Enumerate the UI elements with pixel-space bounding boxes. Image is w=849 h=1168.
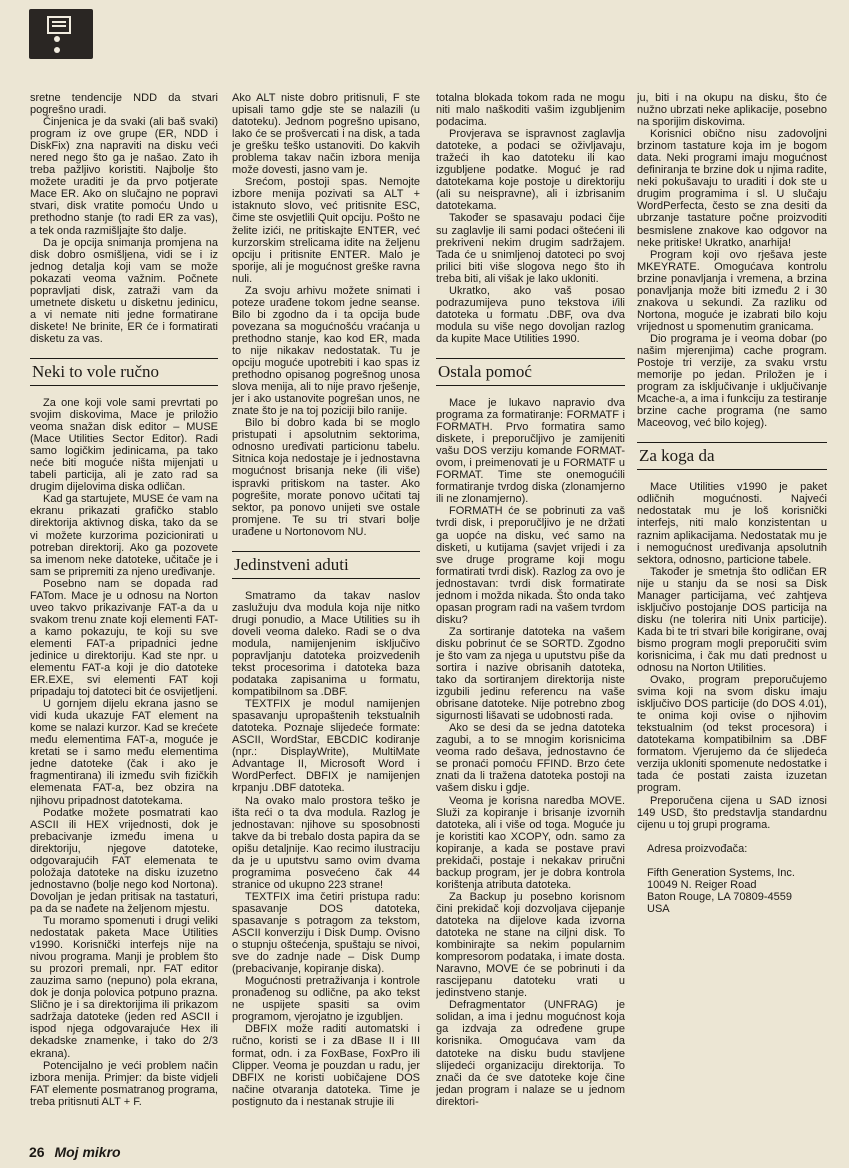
paragraph: Preporučena cijena u SAD iznosi 149 USD, što predstavlja standardnu cijenu u toj grupi programa.: [637, 794, 827, 831]
paragraph: Ovako, program preporučujemo svima koji na svom disku imaju isključivo DOS particije (do DOS 4.01), te onima koji ovise o njihovim tekstualnim (od tekst procesora) i datotekama kompatibilnim sa .DBF formatom. Vjerujemo da će slijedeća verzija ukloniti spomenute nedostatke i tada će postati zaista izuzetan program.: [637, 674, 827, 795]
paragraph: Srećom, postoji spas. Nemojte izbore menija pozivati sa ALT + istaknuto slovo, već pritisnite ESC, čime ste osvjetlili Quit opciju. Pošto ne želite izići, ne pritiskajte ENTER, već kurzorskim strelicama idite na željenu opciju i pritisnite ENTER. Malo je sporije, ali je mogućnost greške ravna nuli.: [232, 176, 420, 285]
paragraph: Ako ALT niste dobro pritisnuli, F ste upisali tamo gdje ste se nalazili (u datoteku). Jednom pogrešno upisano, lako će se prošvercati i na disk, a tada je grešku teško ustanoviti. Do kakvih problema takav način izbora menija može dovesti, jasno vam je.: [232, 92, 420, 177]
paragraph: Za svoju arhivu možete snimati i poteze urađene tokom jedne seanse. Bilo bi zgodno da i ta opcija bude povezana sa mogućnošću vraćanja u prethodno stanje, kao kod ER, mada to nije nikakav nedostatak. Tu je opciju moguće upotrebiti i kao spas iz prethodno opisanog pogrešnog unosa slova menija, ali to nije pravo rješenje, jer i ako ustanovite pogrešan unos, ne znate što je na toj poziciji bilo ranije.: [232, 284, 420, 418]
paragraph: sretne tendencije NDD da stvari pogrešno uradi.: [30, 92, 218, 117]
paragraph: Mace Utilities v1990 je paket odličnih mogućnosti. Najveći nedostatak mu je loš korisnički interfejs, niti malo konzistentan u raznim aplikacijama. Nedostatak mu je i nemogućnost uređivanja apsolutnih sektora, odnosno, particione tabele.: [637, 481, 827, 566]
paragraph: Korisnici obično nisu zadovoljni brzinom tastature koja im je bogom data. Neki programi imaju mogućnost definiranja te brzine dok u njima radite, neki pokušavaju to uraditi i dok ste u drugim programima i sl. U slučaju WordPerfecta, često se zna desiti da ubrzanje tastature počne proizvoditi besmislene znakove kao odgovor na neke pritiske! Ukratko, anarhija!: [637, 128, 827, 249]
paragraph: ju, biti i na okupu na disku, što će nužno ubrzati neke aplikacije, posebno na sporijim diskovima.: [637, 92, 827, 129]
section-heading: Ostala pomoć: [436, 358, 625, 386]
manufacturer-address: [637, 843, 827, 915]
section-heading: Neki to vole ručno: [30, 358, 218, 386]
paragraph: Da je opcija snimanja promjena na disk dobro osmišljena, vidi se i iz jednog detalja koji vam se može pokazati veoma važnim. Počnete popravljati disk, zatraži vam da umetnete disketu u disketnu jedinicu, a vi nemate niti jedne formatirane diskete! Ne brinite, ER će i formatirati disketu za vas.: [30, 236, 218, 345]
paragraph: Posebno nam se dopada rad FATom. Mace je u odnosu na Norton uveo takvo prikazivanje FAT-a da u svakom trenu znate koji elementi FAT-a kamo pokazuju, te koji su sve elementi FAT-a pripadnici jedne jedinice u direktoriju. Kad ste npr. u elementu FAT-a koji je dio datoteke ER.EXE, svi elementi FAT koji pripadaju toj datoteci bit će osvijetljeni.: [30, 577, 218, 699]
magazine-name: Moj mikro: [54, 1144, 121, 1160]
paragraph: Činjenica je da svaki (ali baš svaki) program iz ove grupe (ER, NDD i DiskFix) zna napraviti na disku veći nered nego što ga je našao. Zato ih treba pažljivo koristiti. Najbolje što možete uraditi je da prvo potjerate Mace ER. Ako on slučajno ne popravi stvari, disk vratite pomoću Undo u prethodno stanje (to radi ER za vas), a tek onda razmišljajte što dalje.: [30, 116, 218, 237]
paragraph: Na ovako malo prostora teško je išta reći o ta dva modula. Razlog je jednostavan: njihove su sposobnosti takve da bi trebalo dosta papira da se opišu detaljnije. Kao recimo ilustraciju da je u uputstvu samo ovim dvama programima posvećeno čak 44 stranice od ukupno 223 strane!: [232, 794, 420, 891]
paragraph: Za one koji vole sami prevrtati po svojim diskovima, Mace je priložio veoma snažan disk editor – MUSE (Mace Utilities Sector Editor). Radi samo logičkim jedinicama, pa tako neće biti moguće ništa mijenjati u tabeli particija, ali je zato rad sa drugim dijelovima diska odličan.: [30, 396, 218, 494]
address-label: Adresa proizvođača:: [647, 842, 748, 855]
column-3: [436, 92, 625, 1154]
address-line: Baton Rouge, LA 70809-4559: [647, 890, 792, 903]
column-1: [30, 92, 218, 1134]
paragraph: Za sortiranje datoteka na vašem disku pobrinut će se SORTD. Zgodno je što vam za njega u uputstvu piše da sortira i nazive obrisanih datoteka, tako da sortiranjem direktorija niste izgubili jedinu referencu na vaše obrisane datoteke. Nije potrebno zbog sigurnosti lišavati se udobnosti rada.: [436, 625, 625, 723]
paragraph: Program koji ovo rješava jeste MKEYRATE. Omogućava kontrolu brzine ponavljanja i vremena, a brzina ponavljanja može biti između 2 i 30 znakova u sekundi. Za razliku od Nortona, moguće je izabrati bilo koju vrijednost u spomenutim granicama.: [637, 248, 827, 333]
paragraph: Također se spasavaju podaci čije su zaglavlje ili sami podaci oštećeni ili prekriveni nekim drugim sadržajem. Tada će u snimljenoj datoteci po svoj prilici biti više slogova nego što ih treba biti, ali višak je lako ukloniti.: [436, 212, 625, 285]
paragraph: Dio programa je i veoma dobar (po našim mjerenjima) cache program. Postoje tri verzije, za svaku vrstu memorije po jedan. Priložen je i program za isključivanje i uključivanje Mcache-a, a ima i funkciju za testiranje brzine cache programa (ne samo Maceovog, već bilo kojeg).: [637, 332, 827, 430]
section-heading: Za koga da: [637, 442, 827, 470]
paragraph: Potencijalno je veći problem način izbora menija. Primjer: da biste vidjeli FAT elemente posmatranog programa, treba pritisnuti ALT + F.: [30, 1059, 218, 1108]
column-2: [232, 92, 420, 1140]
paragraph: Defragmentator (UNFRAG) je solidan, a ima i jednu mogućnost koja ga izdvaja za određene grupe korisnika. Omogućava vam da datoteke na disku budu stavljene slijedeći organizaciju direktorija. To znači da će sve datoteke koje čine jedan program i nalaze se u jednom direktori-: [436, 999, 625, 1108]
address-line: Fifth Generation Systems, Inc.: [647, 866, 795, 879]
paragraph: U gornjem dijelu ekrana jasno se vidi kuda ukazuje FAT element na kome se nalazi kurzor. Kad se krećete među elementima FAT-a, moguće je kretati se i samo među elementima jedne datoteke (čak i ako je fragmentirana) ili između svih fizičkih elemenata FAT-a, bez obzira na njihovu pripadnost datotekama.: [30, 698, 218, 807]
paragraph: Kad ga startujete, MUSE će vam na ekranu prikazati grafičko stablo direktorija aktivnog diska, tako da se vi možete kurzorima pozicionirati u potreban direktorij. Ako ga pozovete sa imenom neke datoteke, učitače je i sam se pripremiti za njeno uređivanje.: [30, 493, 218, 578]
paragraph: totalna blokada tokom rada ne mogu niti malo naškoditi vašim izgubljenim podacima.: [436, 92, 625, 129]
paragraph: Mace je lukavo napravio dva programa za formatiranje: FORMATF i FORMATH. Prvo formatira samo diskete, i preporučljivo je zamijeniti vašu DOS verziju komande FORMAT-ovom, i preimenovati je u FORMATF u FORMAT. Time ste onemogućili formatiranje tvrdog diska (zlonamjerno ili ne zlonamjerno).: [436, 396, 625, 506]
paragraph: Ukratko, ako vaš posao podrazumijeva puno tekstova i/ili datoteka u formatu .DBF, ova dva modula su više nego dovoljan razlog da kupite Mace Utilities 1990.: [436, 284, 625, 345]
paragraph: Bilo bi dobro kada bi se moglo pristupati i apsolutnim sektorima, odnosno uređivati particionu tabelu. Sitnica koja nedostaje je i jednostavna mogućnost brisanja neke (ili više) ispravki pritiskom na taster. Ako pogrešite, morate ponovo učitati taj sektor, pa ponovo unijeti sve ostale promjene. Te su tri stvari bolje urađene u Nortonovom NU.: [232, 417, 420, 538]
paragraph: Podatke možete posmatrati kao ASCII ili HEX vrijednosti, dok je prebacivanje između imena u direktoriju, njegove datoteke, odgovarajućih FAT elemenata te položaja datoteke na disku izuzetno jednostavno (bolje nego kod Nortona). Dovoljan je jedan pritisak na tastaturi, pa da se nađete na željenom mjestu.: [30, 806, 218, 915]
paragraph: Tu moramo spomenuti i drugi veliki nedostatak paketa Mace Utilities v1990. Korisnički interfejs nije na nivou programa. Manji je problem što su prozori premali, npr. FAT editor zauzima samo (nepuno) pola ekrana, dok je donja polovica potpuno prazna. Slično je i sa direktorijima ili prikazom sadržaja datoteke (jeden red ASCII i ispod njega odgovarajuće Hex ili dekadske znamenke, i tako do 2/3 ekrana).: [30, 915, 218, 1060]
paragraph: Za Backup ju posebno korisnom čini prekidač koji dozvoljava cijepanje datoteka na dijelove kada izvorna datoteka ne stane na ciljni disk. To kombinirajte sa nekim popularnim kompresorom podataka, i imate dosta. Naravno, MOVE će se pobrinuti i da rascijepanu datoteku vrati u jedinstveno stanje.: [436, 890, 625, 1000]
paragraph: DBFIX može raditi automatski i ručno, koristi se i za dBase II i III format, odn. i za FoxBase, FoxPro ili Clipper. Veoma je pouzdan u radu, jer DBFIX ne koristi uobičajene DOS načine otvaranja datoteka. Time je postignuto da i nestanak strujie ili: [232, 1023, 420, 1108]
address-line: USA: [647, 902, 670, 915]
column-4: [637, 92, 827, 1082]
page-number: 26: [29, 1144, 45, 1160]
page-footer: [29, 1144, 121, 1160]
paragraph: Smatramo da takav naslov zaslužuju dva modula koja nije nitko drugi ponudio, a Mace Utilities su ih doveli veoma daleko. Radi se o dva modula, namijenjenim isključivo popravljanju datoteka proizvedenih tekst procesorima i datoteka baza podataka zapisanima u formatu, kompatibilnom sa .DBF.: [232, 589, 420, 699]
paragraph: Provjerava se ispravnost zaglavlja datoteke, a podaci se oživljavaju, tražeći ih kao datoteku ili kao izgubljene podatke. Moguć je rad datotekama koje postoje u direktoriju (ali su neispravne), ali i izbrisanim datotekama.: [436, 128, 625, 213]
address-line: 10049 N. Reiger Road: [647, 878, 757, 891]
section-heading: Jedinstveni aduti: [232, 551, 420, 579]
paragraph: Veoma je korisna naredba MOVE. Služi za kopiranje i brisanje izvornih datoteka, ali i više od toga. Moguće ju je koristiti kao XCOPY, odn. samo za kopiranje, a kada se postave pravi prekidači, postaje i nekakav priručni backup program, jer je dobra kontrola korištenja atributa datoteka.: [436, 794, 625, 891]
paragraph: Mogućnosti pretraživanja i kontrole pronađenog su odlične, pa ako tekst ne uspijete spasiti sa ovim programom, vjerojatno je izgubljen.: [232, 975, 420, 1024]
paragraph: TEXTFIX ima četiri pristupa radu: spasavanje DOS datoteka, spasavanje s potragom za tekstom, ASCII konverziju i Disk Dump. Ovisno o stupnju oštećenja, spuštaju se nivoi, sve do zadnje nade – Disk Dump (prebacivanje, kopiranje diska).: [232, 890, 420, 976]
paragraph: Također je smetnja što odličan ER nije u stanju da se nosi sa Disk Manager particijama, već zahtjeva isključivo postojanje DOS particija na disku (ne tolerira niti Unix particije). Kada bi te tri stvari bile korigirane, ovaj bismo program mogli preporučiti svim korisnicima, i čak mu dati prednost u odnosu na Norton Utilities.: [637, 565, 827, 675]
paragraph: Ako se desi da se jedna datoteka zagubi, a to se mnogim korisnicima veoma rado dešava, jednostavno će se pronaći pomoću FFIND. Brzo ćete znati da li tražena datoteka postoji na vašem disku i gdje.: [436, 722, 625, 795]
paragraph: TEXTFIX je modul namijenjen spasavanju upropaštenih tekstualnih datoteka. Poznaje slijedeće formate: ASCII, WordStar, EBCDIC kodiranje (npr.: DisplayWrite), MultiMate Advantage II, Microsoft Word i WordPerfect. DBFIX je namijenjen krpanju .DBF datoteka.: [232, 698, 420, 795]
paragraph: FORMATH će se pobrinuti za vaš tvrdi disk, i preporučljivo je ne držati ga uopće na disku, već samo na disketi, u kutijama (savjet vrijedi i za sve druge programe koji mogu formatirati tvrdi disk). Razlog za ovo je jednostavan: tvrdi disk formatirate jednom i možda nikada. Što onda tako opasan program radi na vašem tvrdom disku?: [436, 505, 625, 626]
